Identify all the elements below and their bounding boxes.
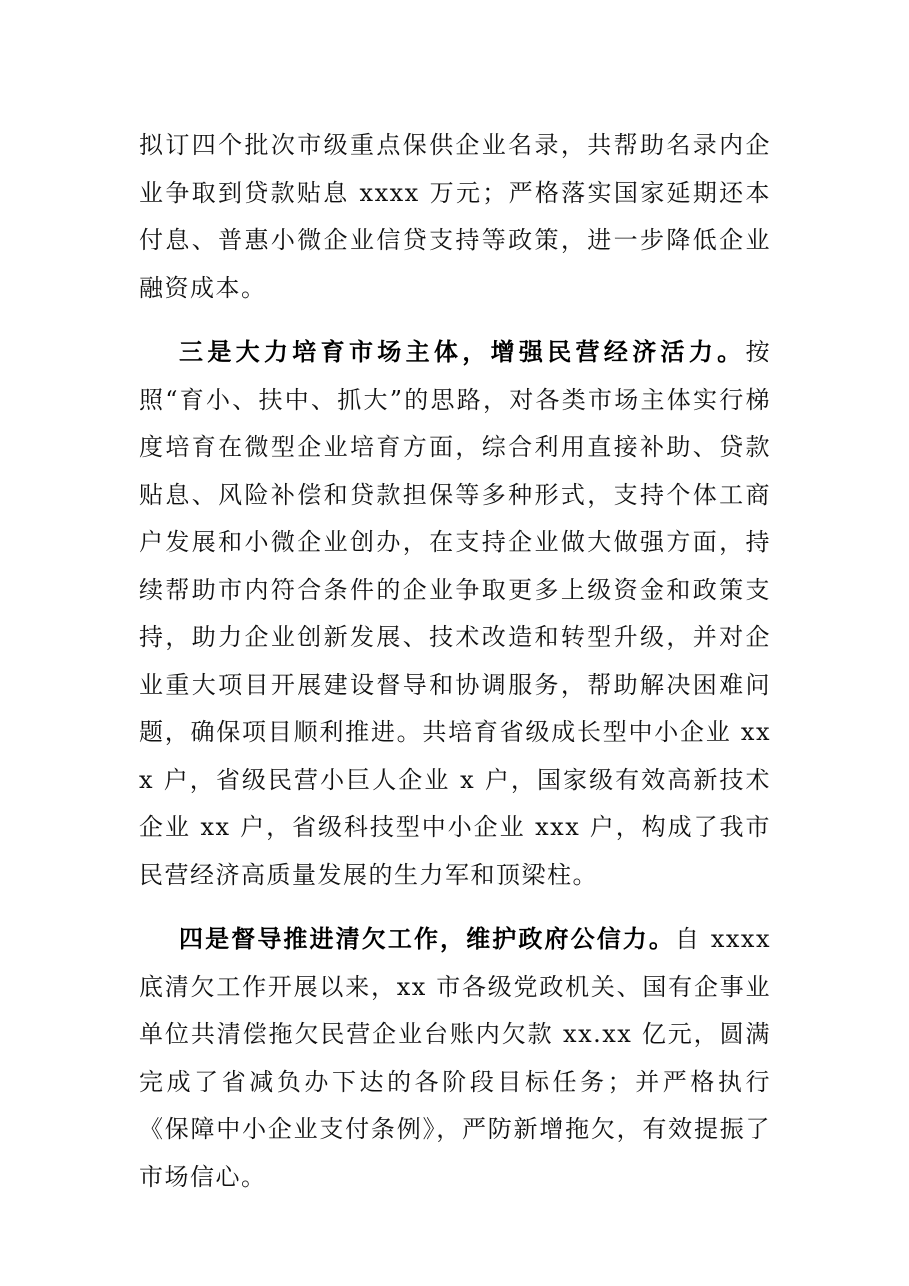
paragraph-financing-continuation — [139, 122, 771, 312]
paragraph-text: 拟订四个批次市级重点保供企业名录，共帮助名录内企业争取到贷款贴息 xxxx 万元；严格落实国家延期还本付息、普惠小微企业信贷支持等政策，进一步降低企业融资成本。 — [139, 131, 771, 302]
paragraph-text: 自 xxxx 底清欠工作开展以来，xx 市各级党政机关、国有企事业单位共清偿拖欠民营企业台账内欠款 xx.xx 亿元，圆满完成了省减负办下达的各阶段目标任务；并严格执行《保障中小企业支付条例》，严防新增拖欠，有效提振了市场信心。 — [139, 925, 771, 1191]
paragraph-gap — [139, 312, 771, 329]
paragraph-text: 按照“育小、扶中、抓大”的思路，对各类市场主体实行梯度培育在微型企业培育方面，综合利用直接补助、贷款贴息、风险补偿和贷款担保等多种形式，支持个体工商户发展和小微企业创办，在支持企业做大做强方面，持续帮助市内符合条件的企业争取更多上级资金和政策支持，助力企业创新发展、技术改造和转型升级，并对企业重大项目开展建设督导和协调服务，帮助解决困难问题，确保项目顺利推进。共培育省级成长型中小企业 xxx 户，省级民营小巨人企业 x 户，国家级有效高新技术企业 xx 户，省级科技型中小企业 xxx 户，构成了我市民营经济高质量发展的生力军和顶梁柱。 — [139, 338, 771, 889]
paragraph-lead-heading: 三是大力培育市场主体，增强民营经济活力。 — [179, 338, 746, 366]
paragraph-gap — [139, 899, 771, 916]
paragraph-arrears-clearance — [139, 916, 771, 1201]
document-body — [139, 122, 771, 1201]
paragraph-market-entities — [139, 329, 771, 899]
paragraph-lead-heading: 四是督导推进清欠工作，维护政府公信力。 — [179, 925, 676, 953]
